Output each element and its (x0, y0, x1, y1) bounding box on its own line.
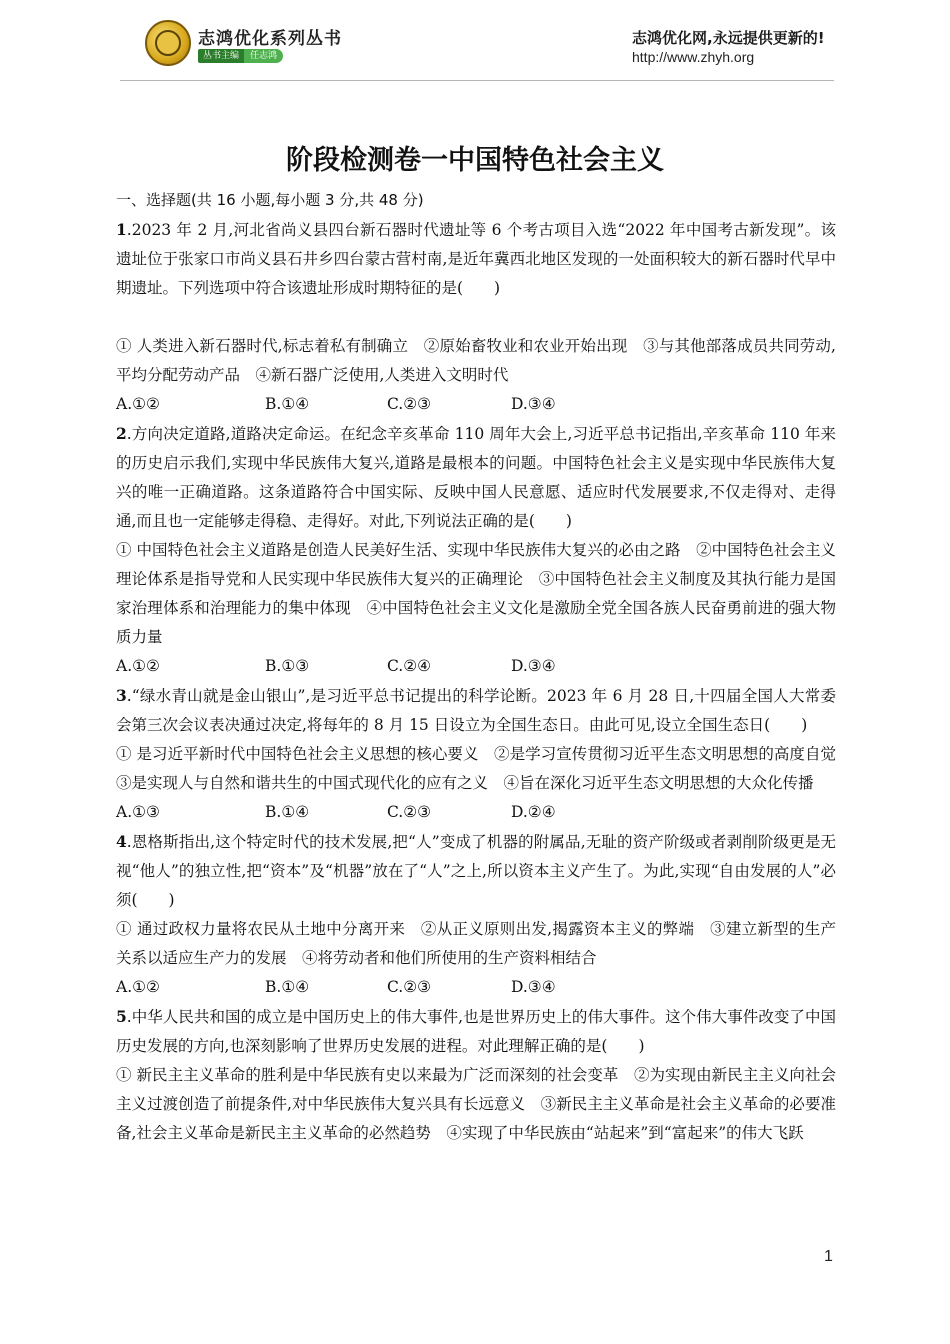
series-title: 志鸿优化系列丛书 (198, 29, 342, 49)
question-stem (116, 215, 836, 303)
question-stem (116, 681, 836, 740)
question-statements: ① 人类进入新石器时代,标志着私有制确立 ②原始畜牧业和农业开始出现 ③与其他部落成员共同劳动,平均分配劳动产品 ④新石器广泛使用,人类进入文明时代 (116, 337, 836, 384)
question-text: .中华人民共和国的成立是中国历史上的伟大事件,也是世界历史上的伟大事件。这个伟大事件改变了中国历史发展的方向,也深刻影响了世界历史发展的进程。对此理解正确的是( ) (116, 1008, 836, 1055)
question-statements: ① 通过政权力量将农民从土地中分离开来 ②从正义原则出发,揭露资本主义的弊端 ③建立新型的生产关系以适应生产力的发展 ④将劳动者和他们所使用的生产资料相结合 (116, 920, 836, 967)
spacer (116, 303, 836, 332)
answer-options (116, 973, 836, 1002)
answer-options (116, 798, 836, 827)
question-stem (116, 419, 836, 536)
option-d[interactable]: D.③④ (511, 978, 556, 996)
option-a[interactable]: A.①③ (116, 803, 160, 821)
question-number: 4 (116, 832, 127, 851)
option-b[interactable]: B.①④ (265, 803, 310, 821)
option-a[interactable]: A.①② (116, 657, 160, 675)
option-c[interactable]: C.②③ (387, 803, 432, 821)
editor-label: 丛书主编 (198, 49, 244, 63)
question-number: 1 (116, 220, 127, 239)
question-text: .“绿水青山就是金山银山”,是习近平总书记提出的科学论断。2023 年 6 月 28 日,十四届全国人大常委会第三次会议表决通过决定,将每年的 8 月 15 日设立为全国生态日。由此可见,设立全国生态日( ) (116, 687, 836, 734)
option-d[interactable]: D.③④ (511, 657, 556, 675)
option-a[interactable]: A.①② (116, 978, 160, 996)
section-heading: 一、选择题(共 16 小题,每小题 3 分,共 48 分) (116, 191, 424, 209)
question-number: 5 (116, 1007, 127, 1026)
question-number: 3 (116, 686, 127, 705)
option-b[interactable]: B.①④ (265, 395, 310, 413)
option-d[interactable]: D.③④ (511, 395, 556, 413)
header-url[interactable]: http://www.zhyh.org (632, 49, 755, 65)
editor-name: 任志鸿 (244, 49, 283, 63)
question-statements: ① 是习近平新时代中国特色社会主义思想的核心要义 ②是学习宣传贯彻习近平生态文明思想的高度自觉 ③是实现人与自然和谐共生的中国式现代化的应有之义 ④旨在深化习近平生态文明思想的大众化传播 (116, 745, 852, 792)
option-c[interactable]: C.②③ (387, 395, 432, 413)
header-divider (120, 80, 834, 81)
question-text: .恩格斯指出,这个特定时代的技术发展,把“人”变成了机器的附属品,无耻的资产阶级或者剥削阶级更是无视“他人”的独立性,把“资本”及“机器”放在了“人”之上,所以资本主义产生了。为此,实现“自由发展的人”必须( ) (116, 833, 836, 909)
answer-options (116, 390, 836, 419)
question-text: .方向决定道路,道路决定命运。在纪念辛亥革命 110 周年大会上,习近平总书记指出,辛亥革命 110 年来的历史启示我们,实现中华民族伟大复兴,道路是最根本的问题。中国特色社会主义是实现中华民族伟大复兴的唯一正确道路。这条道路符合中国实际、反映中国人民意愿、适应时代发展要求,不仅走得对、走得通,而且也一定能够走得稳、走得好。对此,下列说法正确的是( ) (116, 425, 836, 530)
page-header (0, 0, 950, 80)
logo-emblem (155, 30, 181, 56)
option-b[interactable]: B.①③ (265, 657, 310, 675)
question-statements: ① 新民主主义革命的胜利是中华民族有史以来最为广泛而深刻的社会变革 ②为实现由新民主主义向社会主义过渡创造了前提条件,对中华民族伟大复兴具有长远意义 ③新民主主义革命是社会主义革命的必要准备,社会主义革命是新民主主义革命的必然趋势 ④实现了中华民族由“站起来”到“富起来”的伟大飞跃 (116, 1066, 836, 1142)
header-slogan: 志鸿优化网,永远提供更新的! (632, 29, 825, 47)
option-c[interactable]: C.②③ (387, 978, 432, 996)
zhihong-logo-icon (145, 20, 191, 66)
option-c[interactable]: C.②④ (387, 657, 432, 675)
option-d[interactable]: D.②④ (511, 803, 556, 821)
answer-options (116, 652, 836, 681)
question-number: 2 (116, 424, 127, 443)
editor-badge (198, 49, 283, 63)
page-title: 阶段检测卷一中国特色社会主义 (286, 145, 664, 176)
question-text: .2023 年 2 月,河北省尚义县四台新石器时代遗址等 6 个考古项目入选“2022 年中国考古新发现”。该遗址位于张家口市尚义县石井乡四台蒙古营村南,是近年冀西北地区发现的一处面积较大的新石器时代早中期遗址。下列选项中符合该遗址形成时期特征的是( ) (116, 221, 836, 297)
question-stem (116, 1002, 836, 1061)
question-stem (116, 827, 836, 915)
option-b[interactable]: B.①④ (265, 978, 310, 996)
option-a[interactable]: A.①② (116, 395, 160, 413)
question-list (116, 186, 852, 1148)
page-number: 1 (824, 1248, 833, 1265)
question-statements: ① 中国特色社会主义道路是创造人民美好生活、实现中华民族伟大复兴的必由之路 ②中国特色社会主义理论体系是指导党和人民实现中华民族伟大复兴的正确理论 ③中国特色社会主义制度及其执行能力是国家治理体系和治理能力的集中体现 ④中国特色社会主义文化是激励全党全国各族人民奋勇前进的强大物质力量 (116, 541, 836, 646)
